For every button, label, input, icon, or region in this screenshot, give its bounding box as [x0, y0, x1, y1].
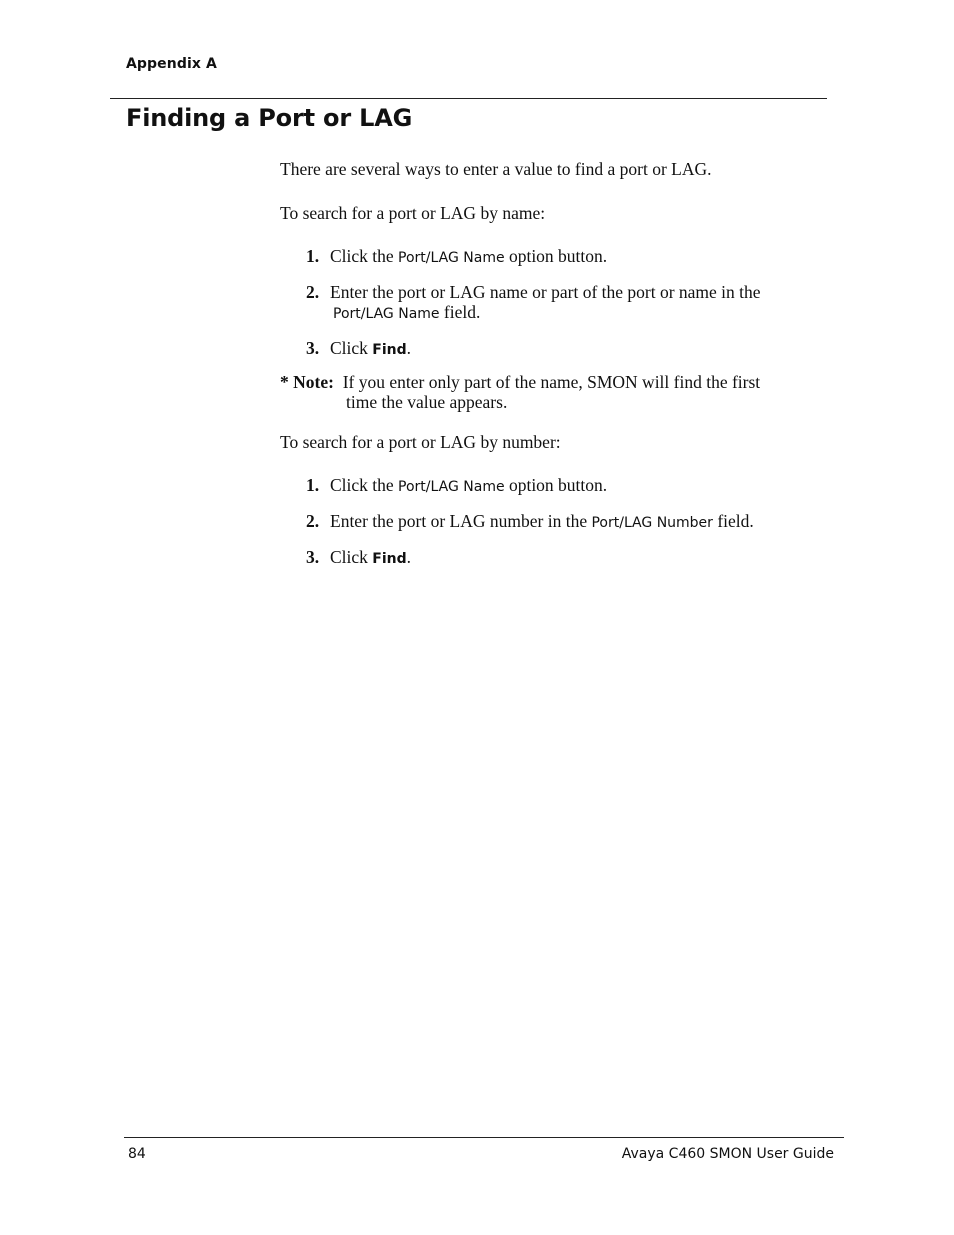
- step-text: Click the: [330, 246, 399, 266]
- step-text-end: option button.: [504, 475, 608, 495]
- page-number: 84: [128, 1146, 146, 1162]
- by-number-step-2: [306, 511, 754, 533]
- ui-label-find: Find: [372, 342, 407, 358]
- step-number: 3.: [306, 547, 320, 567]
- by-name-lead: To search for a port or LAG by name:: [280, 203, 546, 223]
- by-number-step-3: [306, 547, 411, 569]
- ui-label-port-lag-name: Port/LAG Name: [333, 306, 440, 322]
- ui-label-find: Find: [372, 551, 407, 567]
- step-text: Enter the port or LAG name or part of the port or name in the: [330, 282, 761, 302]
- ui-label-port-lag-number: Port/LAG Number: [591, 515, 713, 531]
- note-block: [280, 372, 760, 412]
- step-text-end: .: [406, 547, 412, 567]
- step-text-end: field.: [439, 302, 481, 322]
- step-text-end: field.: [712, 511, 754, 531]
- note-label: * Note:: [280, 372, 334, 392]
- step-number: 3.: [306, 338, 320, 358]
- guide-title: Avaya C460 SMON User Guide: [621, 1146, 834, 1162]
- step-number: 2.: [306, 511, 320, 531]
- ui-label-port-lag-name: Port/LAG Name: [398, 250, 505, 266]
- note-text: If you enter only part of the name, SMON will find the first: [342, 372, 761, 392]
- by-number-step-1: [306, 475, 607, 497]
- step-text: Click the: [330, 475, 399, 495]
- step-text-end: option button.: [504, 246, 608, 266]
- note-text-continued: time the value appears.: [346, 392, 508, 412]
- ui-label-port-lag-name: Port/LAG Name: [398, 479, 505, 495]
- step-text: Enter the port or LAG number in the: [330, 511, 592, 531]
- step-text-end: .: [406, 338, 412, 358]
- running-header: Appendix A: [126, 56, 217, 72]
- by-number-lead: To search for a port or LAG by number:: [280, 432, 561, 452]
- intro-paragraph: There are several ways to enter a value to find a port or LAG.: [280, 159, 712, 179]
- by-name-step-2: [306, 282, 761, 324]
- page-title: Finding a Port or LAG: [126, 104, 413, 132]
- footer-rule: [124, 1137, 844, 1138]
- step-text: Click: [330, 547, 373, 567]
- step-number: 1.: [306, 475, 320, 495]
- by-name-step-3: [306, 338, 411, 360]
- step-text: Click: [330, 338, 373, 358]
- by-name-step-1: [306, 246, 607, 268]
- header-rule: [110, 98, 827, 99]
- step-number: 1.: [306, 246, 320, 266]
- step-number: 2.: [306, 282, 320, 302]
